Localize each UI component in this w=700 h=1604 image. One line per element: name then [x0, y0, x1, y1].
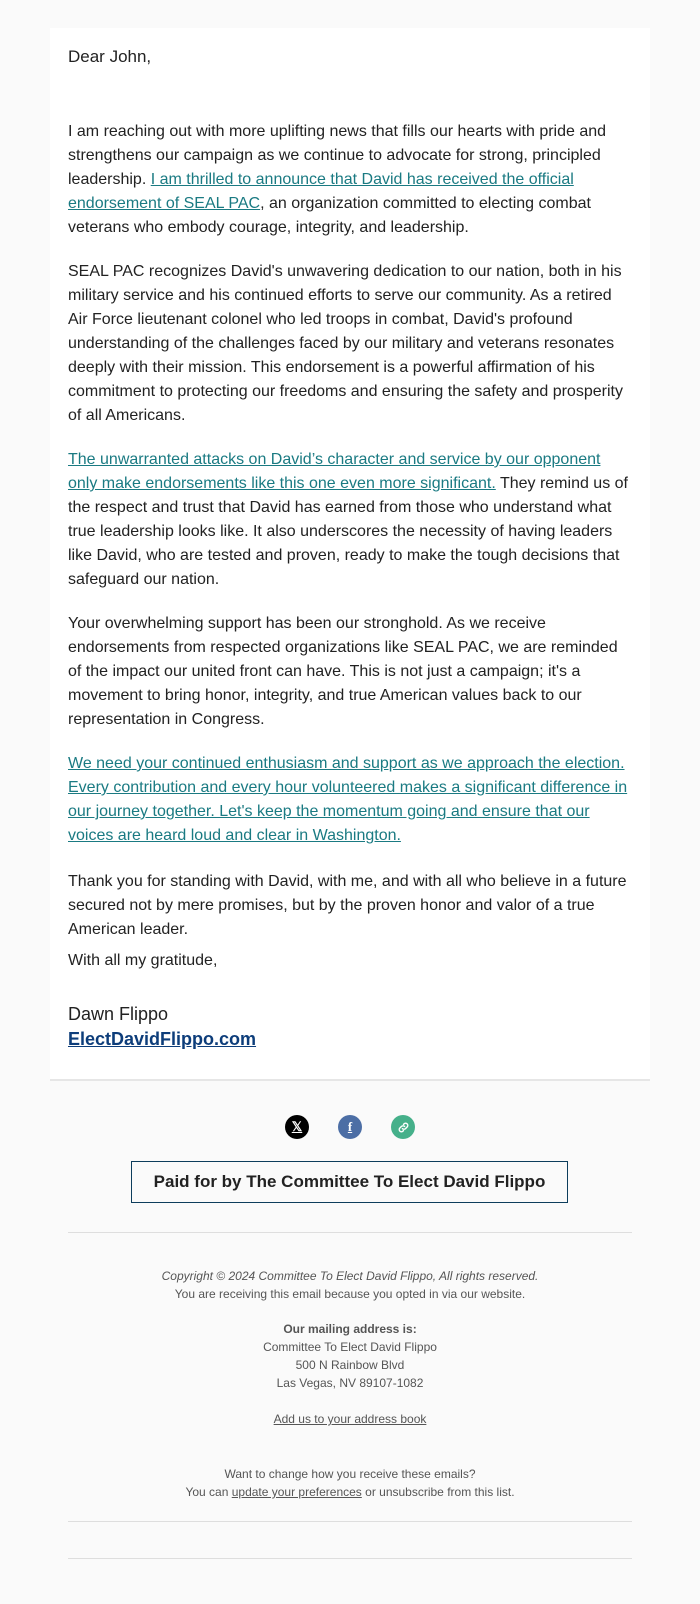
footer-divider [68, 1558, 632, 1559]
paragraph-attacks [68, 448, 632, 592]
address-line: Committee To Elect David Flippo [263, 1340, 437, 1354]
preferences-text: You can [185, 1485, 232, 1499]
x-twitter-icon[interactable]: 𝕏 [285, 1115, 309, 1139]
paragraph-announcement [68, 120, 632, 240]
closing: With all my gratitude, [68, 952, 218, 969]
chain-link-icon [397, 1121, 410, 1134]
preferences-line [0, 1485, 700, 1499]
email-body-card [50, 28, 650, 1081]
opt-in-text: You are receiving this email because you opted in via our website. [174, 1287, 526, 1301]
greeting: Dear John, [68, 47, 152, 66]
endorsement-link[interactable]: I am thrilled to announce that David has received the official endorsement of SEAL PAC [68, 171, 574, 212]
campaign-website-link[interactable]: ElectDavidFlippo.com [68, 1029, 257, 1049]
footer-divider [68, 1232, 632, 1233]
paragraph-thanks: Thank you for standing with David, with me, and with all who believe in a future secured not by mere promises, but by the proven honor and valor of a true American leader. [68, 873, 627, 938]
mailing-address-label: Our mailing address is: [283, 1322, 417, 1336]
paragraph-text: They remind us of the respect and trust that David has earned from those who understand what true leadership looks like. It also underscores the necessity of having leaders like David, who are tested and proven, ready to make the tough decisions that safeguard our nation. [68, 475, 628, 588]
signature-name: Dawn Flippo [68, 1004, 169, 1024]
footer-divider [68, 1521, 632, 1522]
link-icon[interactable] [391, 1115, 415, 1139]
attacks-link[interactable]: The unwarranted attacks on David’s character and service by our opponent only make endorsements like this one even more significant. [68, 451, 601, 492]
add-address-book-link[interactable]: Add us to your address book [273, 1412, 427, 1426]
copyright-text: Copyright © 2024 Committee To Elect David Flippo, All rights reserved. [161, 1269, 539, 1283]
facebook-icon[interactable]: f [338, 1115, 362, 1139]
paid-for-disclaimer: Paid for by The Committee To Elect David Flippo [131, 1161, 568, 1203]
paragraph-seal-pac: SEAL PAC recognizes David's unwavering dedication to our nation, both in his military service and his continued efforts to serve our community. As a retired Air Force lieutenant colonel who led troops in combat, David's profound understanding of the challenges faced by our military and veterans resonates deeply with their mission. This endorsement is a powerful affirmation of his commitment to protecting our freedoms and ensuring the safety and prosperity of all Americans. [68, 263, 623, 424]
paragraph-support: Your overwhelming support has been our stronghold. As we receive endorsements from respected organizations like SEAL PAC, we are reminded of the impact our united front can have. This is not just a campaign; it's a movement to bring honor, integrity, and true American values back to our representation in Congress. [68, 615, 618, 728]
add-address-book-row [0, 1412, 700, 1426]
paragraph-call-to-action [68, 752, 632, 848]
cta-link[interactable]: We need your continued enthusiasm and support as we approach the election. Every contribution and every hour volunteered makes a significant difference in our journey together. Let's keep the momentum going and ensure that our voices are heard loud and clear in Washington. [68, 755, 628, 844]
paragraph-text: , an organization committed to electing combat veterans who embody courage, integrity, and leadership. [68, 195, 591, 236]
change-prompt: Want to change how you receive these emails? [224, 1467, 476, 1481]
paragraph-text: I am reaching out with more uplifting news that fills our hearts with pride and strengthens our campaign as we continue to advocate for strong, principled leadership. [68, 123, 607, 188]
unsubscribe-text: or unsubscribe from this list. [361, 1485, 515, 1499]
update-preferences-link[interactable]: update your preferences [231, 1485, 362, 1499]
address-line: 500 N Rainbow Blvd [295, 1358, 405, 1372]
address-line: Las Vegas, NV 89107-1082 [276, 1376, 424, 1390]
